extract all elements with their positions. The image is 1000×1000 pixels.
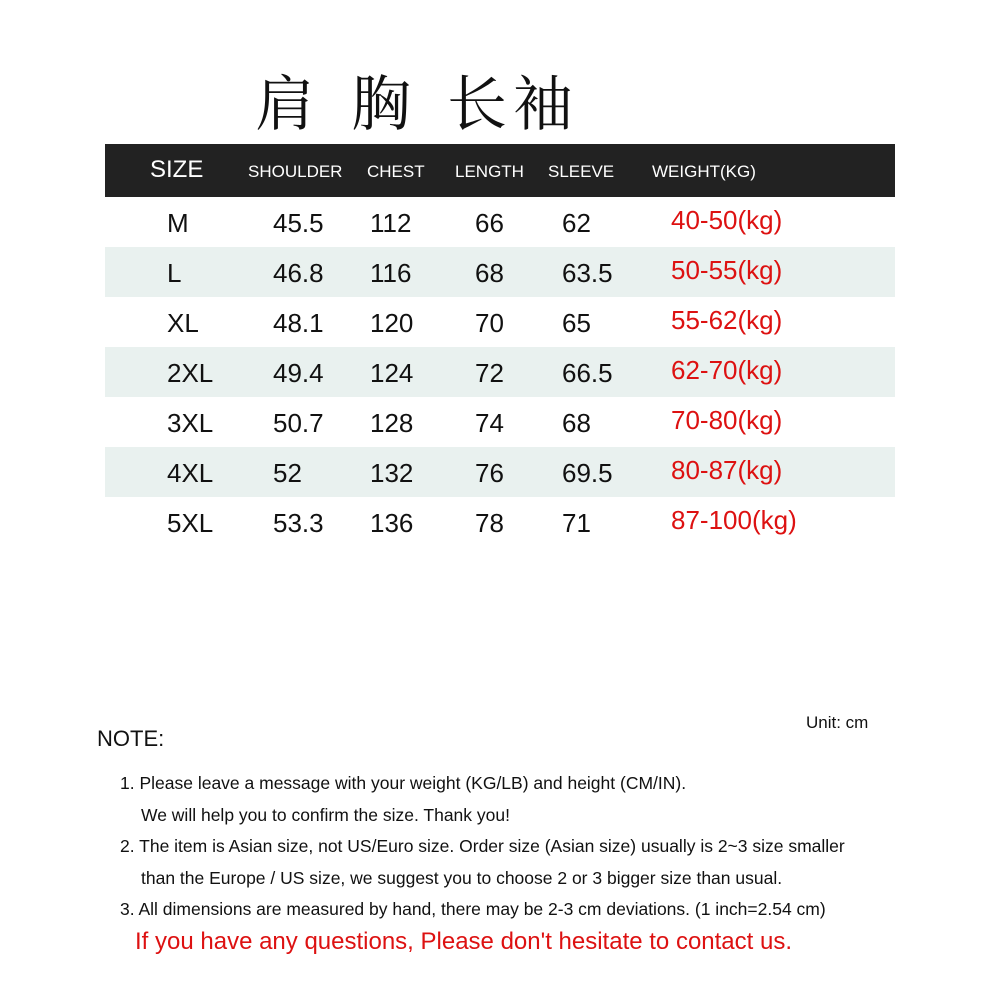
- cell-shoulder: 50.7: [273, 408, 324, 438]
- unit-label: Unit: cm: [806, 713, 869, 732]
- table-row: [105, 397, 895, 447]
- cell-length: 66: [475, 208, 504, 238]
- cell-weight: 40-50(kg): [671, 205, 783, 235]
- cell-length: 76: [475, 458, 504, 488]
- cell-length: 70: [475, 308, 504, 338]
- cell-chest: 120: [370, 308, 414, 338]
- table-row: [105, 247, 895, 297]
- title-char-long-sleeve: 长袖: [447, 70, 579, 140]
- cell-shoulder: 53.3: [273, 508, 324, 538]
- cell-size: 3XL: [167, 408, 214, 438]
- cell-shoulder: 49.4: [273, 358, 324, 388]
- cell-chest: 128: [370, 408, 414, 438]
- note-item: 2. The item is Asian size, not US/Euro size. Order size (Asian size) usually is 2~3 size smaller: [120, 836, 845, 856]
- cell-weight: 70-80(kg): [671, 405, 783, 435]
- page-title: [255, 70, 609, 140]
- cell-length: 72: [475, 358, 504, 388]
- cell-weight: 50-55(kg): [671, 255, 783, 285]
- cell-weight: 80-87(kg): [671, 455, 783, 485]
- contact-message: If you have any questions, Please don't hesitate to contact us.: [135, 928, 792, 955]
- cell-length: 78: [475, 508, 504, 538]
- table-row: [105, 497, 895, 547]
- cell-sleeve: 69.5: [562, 458, 613, 488]
- note-item-continuation: We will help you to confirm the size. Thank you!: [141, 804, 510, 825]
- table-row: [105, 447, 895, 497]
- cell-shoulder: 46.8: [273, 258, 324, 288]
- header-size: SIZE: [150, 156, 204, 183]
- cell-sleeve: 63.5: [562, 258, 613, 288]
- cell-length: 68: [475, 258, 504, 288]
- cell-shoulder: 52: [273, 458, 302, 488]
- cell-weight: 87-100(kg): [671, 505, 797, 535]
- size-chart-table: [105, 144, 895, 547]
- header-length: LENGTH: [455, 162, 524, 181]
- cell-sleeve: 68: [562, 408, 591, 438]
- cell-sleeve: 71: [562, 508, 591, 538]
- table-row: [105, 347, 895, 397]
- note-item: 3. All dimensions are measured by hand, there may be 2-3 cm deviations. (1 inch=2.54 cm): [120, 899, 826, 919]
- header-chest: CHEST: [367, 162, 425, 181]
- cell-sleeve: 66.5: [562, 358, 613, 388]
- cell-shoulder: 48.1: [273, 308, 324, 338]
- cell-size: M: [167, 208, 189, 238]
- cell-size: XL: [167, 308, 199, 338]
- note-item-continuation: than the Europe / US size, we suggest you to choose 2 or 3 bigger size than usual.: [141, 867, 783, 888]
- cell-chest: 136: [370, 508, 414, 538]
- notes-list: [120, 768, 920, 926]
- note-item: 1. Please leave a message with your weight (KG/LB) and height (CM/IN).: [120, 773, 687, 793]
- table-header: [105, 144, 895, 197]
- cell-size: L: [167, 258, 182, 288]
- cell-weight: 62-70(kg): [671, 355, 783, 385]
- header-shoulder: SHOULDER: [248, 162, 343, 181]
- title-char-shoulder: 肩: [255, 70, 321, 140]
- cell-length: 74: [475, 408, 504, 438]
- cell-size: 5XL: [167, 508, 214, 538]
- cell-chest: 116: [370, 258, 412, 288]
- cell-chest: 124: [370, 358, 414, 388]
- cell-size: 2XL: [167, 358, 214, 388]
- cell-weight: 55-62(kg): [671, 305, 783, 335]
- cell-sleeve: 65: [562, 308, 591, 338]
- cell-chest: 132: [370, 458, 414, 488]
- table-row: [105, 297, 895, 347]
- header-sleeve: SLEEVE: [548, 162, 615, 181]
- cell-size: 4XL: [167, 458, 214, 488]
- cell-sleeve: 62: [562, 208, 591, 238]
- cell-chest: 112: [370, 208, 412, 238]
- cell-shoulder: 45.5: [273, 208, 324, 238]
- header-weight: WEIGHT(KG): [652, 162, 756, 181]
- note-title: NOTE:: [97, 726, 165, 751]
- table-row: [105, 197, 895, 247]
- title-char-chest: 胸: [351, 70, 417, 140]
